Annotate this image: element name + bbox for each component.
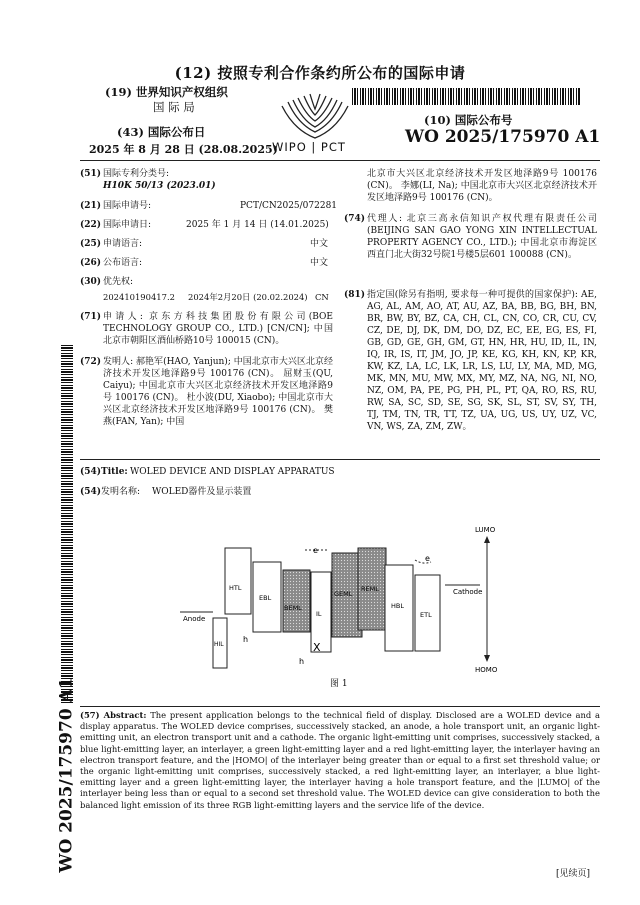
hole-label-1: h — [243, 635, 249, 644]
wipo-org-name: (19) 世界知识产权组织 — [105, 85, 228, 99]
layer-il-label: IL — [316, 610, 322, 618]
blocked-mark: X — [313, 641, 321, 654]
wipo-pct-logo-text: WIPO | PCT — [272, 140, 346, 154]
layer-ebl-label: EBL — [259, 594, 272, 602]
title-zh-num: (54) — [80, 487, 102, 497]
field-21-label: 国际申请号: — [103, 201, 152, 211]
field-71-num: (71) — [80, 312, 102, 322]
layer-htl — [225, 548, 251, 614]
field-81-num: (81) — [344, 290, 366, 300]
side-barcode — [61, 345, 73, 705]
publication-number: WO 2025/175970 A1 — [405, 127, 601, 147]
applicant-text: 申请人: 京东方科技集团股份有限公司(BOE TECHNOLOGY GROUP CO., LTD.) [CN/CN]; 中国北京市朝阳区酒仙桥路10号 100015 (CN)。 — [103, 312, 333, 346]
document-title: (12) 按照专利合作条约所公布的国际申请 — [174, 64, 466, 82]
abstract-block — [80, 710, 600, 811]
agent-text: 代理人: 北京三高永信知识产权代理有限责任公司 (BEIJING SAN GAO YONG XIN INTELLECTUAL PROPERTY AGENCY CO., LTD.); 中国北京市海淀区西直门北大街32号院1号楼5层601 100088 (CN)。 — [367, 214, 597, 260]
field-25-label: 申请语言: — [103, 239, 143, 249]
field-51-value: H10K 50/13 (2023.01) — [103, 181, 216, 191]
figure-caption: 图 1 — [330, 679, 348, 689]
title-en-num: (54) — [80, 467, 102, 477]
field-26-label: 公布语言: — [103, 258, 143, 268]
priority-country: CN — [315, 292, 329, 302]
field-51-num: (51) — [80, 169, 102, 179]
layer-beml-label: BEML — [284, 604, 302, 612]
inventors-text: 发明人: 郝艳军(HAO, Yanjun); 中国北京市大兴区北京经济技术开发区地泽路9号 100176 (CN)。 屈财玉(QU, Caiyu); 中国北京市大兴区北京经济技术开发区地泽路9号 100176 (CN)。 杜小波(DU, Xiaobo); 中国北京市大兴区北京经济技术开发区地泽路9号 100176 (CN)。 樊燕(FAN, Yan); 中国 — [103, 357, 333, 427]
field-25-num: (25) — [80, 239, 102, 249]
layer-beml — [283, 570, 310, 632]
energy-level-diagram — [175, 520, 520, 690]
field-22-label: 国际申请日: — [103, 220, 152, 230]
title-en-value: WOLED DEVICE AND DISPLAY APPARATUS — [130, 467, 335, 477]
field-30-label: 优先权: — [103, 277, 134, 287]
designated-states-text: 指定国(除另有指明, 要求每一种可提供的国家保护): AE, AG, AL, AM, AO, AT, AU, AZ, BA, BB, BG, BH, BN, BR, BW, BY, BZ, CA, CH, CL, CN, CO, CR, CU, CV, CZ, DE, DJ, DK, DM, DO, DZ, EC, EE, EG, ES, FI, GB, GD, GE, GH, GM, GT, HN, HR, HU, ID, IL, IN, IQ, IR, IS, IT, JM, JO, JP, KE, KG, KH, KN, KP, KR, KW, KZ, LA, LC, LK, LR, LS, LU, LY, MA, MD, MG, MK, MN, MU, MW, MX, MY, MZ, NA, NG, NI, NO, NZ, OM, PA, PE, PG, PH, PL, PT, QA, RO, RS, RU, RW, SA, SC, SD, SE, SG, SK, SL, ST, SV, SY, TH, TJ, TM, TN, TR, TT, TZ, UA, UG, US, UY, UZ, VC, VN, WS, ZA, ZM, ZW。 — [367, 290, 597, 432]
field-51-label: 国际专利分类号: — [103, 169, 170, 179]
electron-label-2: e — [425, 554, 430, 563]
publication-date-label: (43) 国际公布日 — [117, 125, 206, 139]
field-26-value: 中文 — [310, 258, 329, 268]
field-21-value: PCT/CN2025/072281 — [240, 201, 338, 211]
field-21-num: (21) — [80, 201, 102, 211]
abstract-label: (57) Abstract: — [80, 710, 147, 720]
homo-label: HOMO — [475, 666, 498, 674]
lumo-label: LUMO — [475, 526, 496, 534]
layer-htl-label: HTL — [229, 584, 242, 592]
anode-label: Anode — [183, 615, 206, 623]
top-barcode — [352, 88, 580, 105]
header-rule — [80, 160, 600, 161]
field-25-value: 中文 — [310, 239, 329, 249]
title-en-label: Title: — [101, 467, 128, 477]
inventors-continued: 北京市大兴区北京经济技术开发区地泽路9号 100176 (CN)。 李娜(LI, Na); 中国北京市大兴区北京经济技术开发区地泽路9号 100176 (CN)。 — [367, 169, 597, 203]
abstract-rule — [80, 706, 600, 707]
field-30-num: (30) — [80, 277, 102, 287]
publication-date: 2025 年 8 月 28 日 (28.08.2025) — [89, 143, 278, 156]
layer-etl-label: ETL — [420, 611, 432, 619]
field-22-value: 2025 年 1 月 14 日 (14.01.2025) — [186, 220, 329, 230]
hole-label-2: h — [299, 657, 305, 666]
biblio-rule — [80, 459, 600, 460]
layer-hbl-label: HBL — [391, 602, 404, 610]
title-zh-value: WOLED器件及显示装置 — [152, 487, 252, 497]
layer-hil-label: HIL — [214, 641, 224, 648]
title-zh-label: 发明名称: — [101, 487, 141, 497]
layer-reml-label: REML — [361, 585, 379, 593]
field-26-num: (26) — [80, 258, 102, 268]
continued-note: [见续页] — [556, 869, 591, 879]
abstract-text: The present application belongs to the technical field of display. Disclosed are a WOLED device and a display apparatus. The WOLED device comprises, successively stacked, an anode, a hole transport unit, an organic light-emitting unit, an electron transport unit and a cathode. The organic light-emitting unit comprises, successively stacked, a blue light-emitting layer, an interlayer, a green light-emitting layer and a red light-emitting layer, the interlayer having an electron transport feature, and the |HOMO| of the interlayer being greater than or equal to a first set threshold value; or the organic light-emitting unit comprises, successively stacked, a red light-emitting layer, an interlayer, a blue light-emitting layer and a green light-emitting layer, the interlayer having a hole transport feature, and the |LUMO| of the interlayer being less than or equal to a second set threshold value. The WOLED device can give consideration to both the balanced light emission of its three RGB light-emitting layers and the service life of the device. — [80, 710, 600, 810]
priority-number: 202410190417.2 — [103, 292, 175, 302]
field-74-num: (74) — [344, 214, 366, 224]
electron-label-1: e — [313, 546, 318, 555]
layer-geml-label: GEML — [334, 590, 353, 598]
cathode-label: Cathode — [453, 588, 483, 596]
priority-date: 2024年2月20日 (20.02.2024) — [188, 292, 308, 302]
international-bureau: 国 际 局 — [153, 100, 195, 114]
field-22-num: (22) — [80, 220, 102, 230]
side-publication-number: WO 2025/175970 A1 — [56, 677, 77, 873]
publication-number-label: (10) 国际公布号 — [424, 113, 513, 127]
field-72-num: (72) — [80, 357, 102, 367]
